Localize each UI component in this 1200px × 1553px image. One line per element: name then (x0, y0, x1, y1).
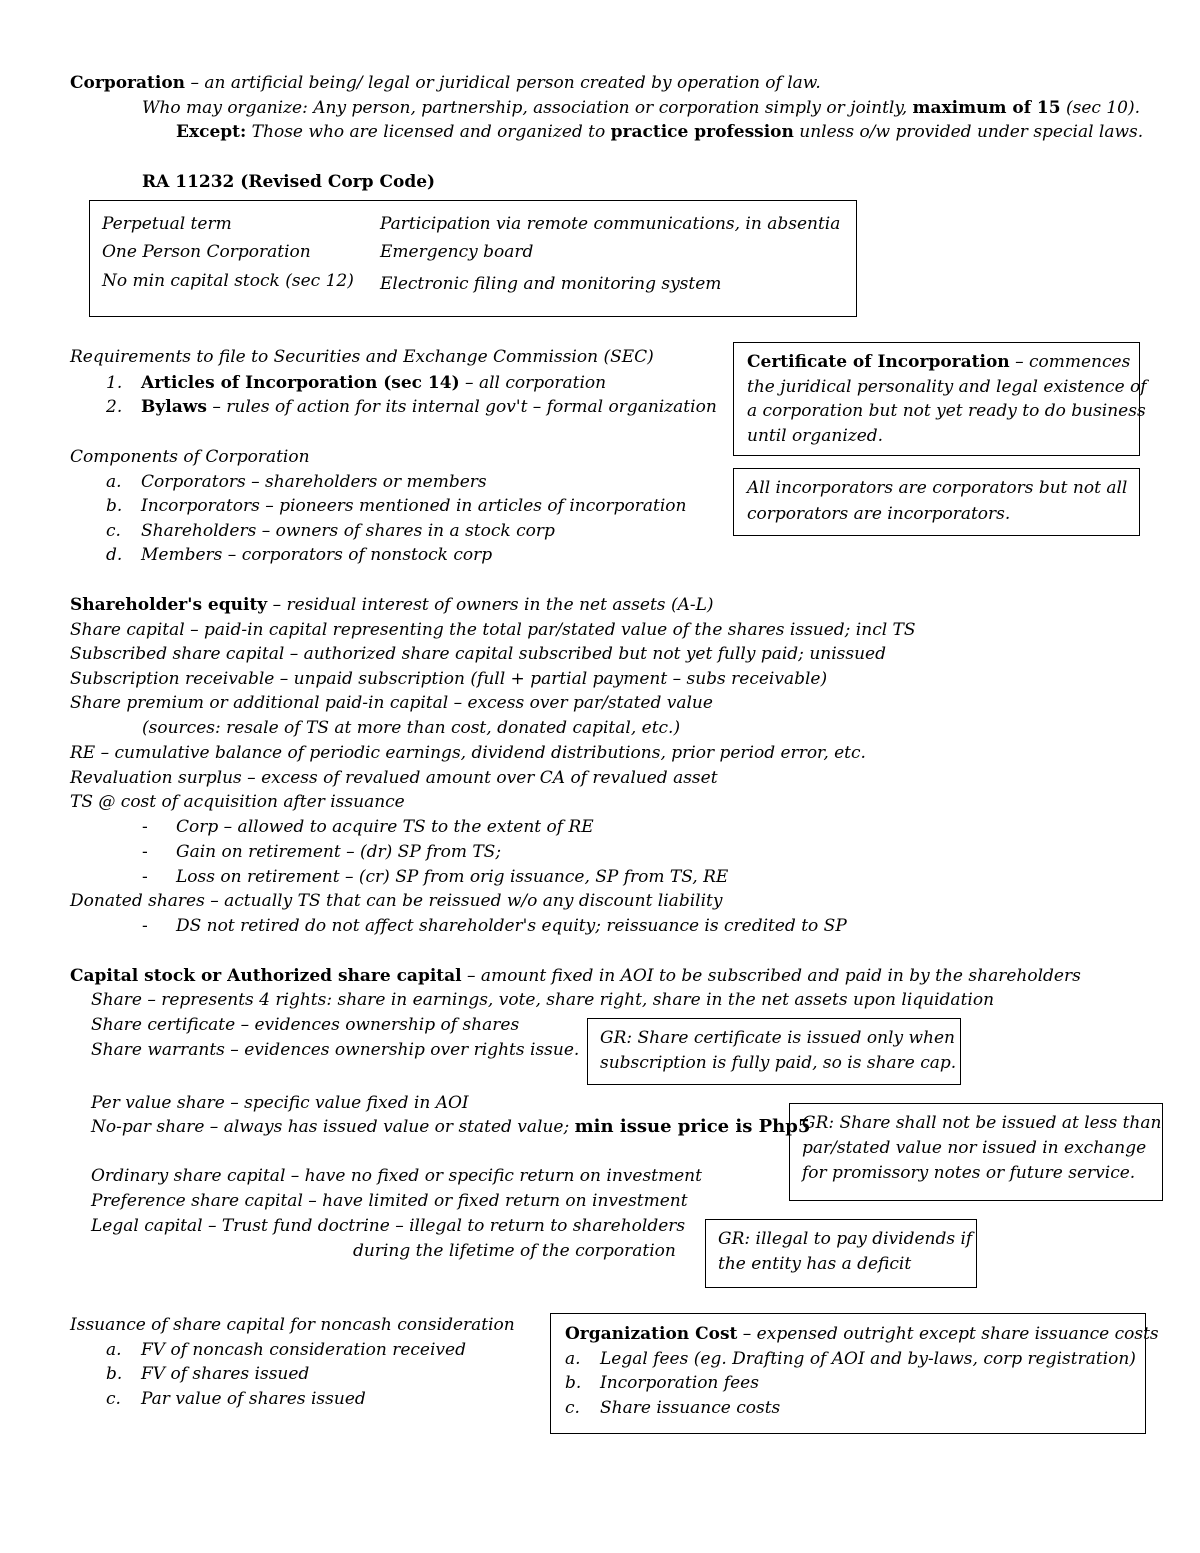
equity-def: – residual interest of owners in the net assets (A-L) (267, 595, 714, 615)
ra-right-3: Electronic filing and monitoring system (380, 274, 722, 294)
donated-shares: Donated shares – actually TS that can be reissued w/o any discount liability (70, 891, 723, 911)
ts-bullet: - Gain on retirement – (dr) SP from TS; (142, 842, 502, 862)
except-tail: unless o/w provided under special laws. (793, 122, 1144, 142)
who-may-organize (142, 97, 1140, 119)
ordinary-share: Ordinary share capital – have no fixed or specific return on investment (91, 1166, 702, 1186)
list-marker: d. (106, 545, 123, 565)
donated-bullet: - DS not retired do not affect shareholder's equity; reissuance is credited to SP (142, 916, 847, 936)
noncash-heading: Issuance of share capital for noncash consideration (70, 1315, 515, 1335)
gr-div-line-2: the entity has a deficit (718, 1254, 912, 1274)
gr-par-line-3: for promissory notes or future service. (802, 1163, 1136, 1183)
ts-bullet: - Corp – allowed to acquire TS to the extent of RE (142, 817, 594, 837)
noncash-text: FV of shares issued (141, 1364, 310, 1384)
cert-line-4: until organized. (747, 426, 884, 446)
ra-left-1: Perpetual term (102, 214, 232, 234)
equity-line: Revaluation surplus – excess of revalued amount over CA of revalued asset (70, 768, 718, 788)
equity-line: TS @ cost of acquisition after issuance (70, 792, 405, 812)
requirement-desc: – all corporation (459, 373, 607, 393)
share-warrants: Share warrants – evidences ownership over rights issue. (91, 1040, 580, 1060)
cert-def: – commences (1009, 352, 1131, 372)
ra-left-2: One Person Corporation (102, 242, 311, 262)
sec-10: (sec 10). (1060, 98, 1141, 118)
list-marker: 2. (106, 397, 123, 417)
practice-profession: practice profession (610, 122, 794, 142)
par-value-share: Per value share – specific value fixed in AOI (91, 1093, 469, 1113)
noncash-item (106, 1339, 466, 1361)
organization-cost-box (550, 1313, 1159, 1434)
list-marker: a. (106, 1340, 122, 1360)
requirement-item (106, 396, 717, 418)
incorporators-note-box (733, 468, 1140, 536)
gr-certificate-box (587, 1018, 961, 1085)
equity-heading (70, 594, 714, 616)
no-par-text: No-par share – always has issued value or stated value; (91, 1117, 575, 1137)
component-text: Corporators – shareholders or members (141, 472, 487, 492)
list-marker: 1. (106, 373, 123, 393)
equity-line: Share premium or additional paid-in capital – excess over par/stated value (70, 693, 713, 713)
ts-bullet-text: Gain on retirement – (dr) SP from TS; (176, 842, 502, 862)
bylaws: Bylaws (141, 397, 207, 417)
share-certificate: Share certificate – evidences ownership of shares (91, 1015, 520, 1035)
inc-line-1: All incorporators are corporators but not all (747, 478, 1128, 498)
requirement-desc: – rules of action for its internal gov't – formal organization (206, 397, 717, 417)
noncash-text: FV of noncash consideration received (141, 1340, 466, 1360)
org-cost-item (565, 1397, 780, 1419)
org-cost-term: Organization Cost (565, 1324, 738, 1344)
legal-capital-cont: during the lifetime of the corporation (353, 1241, 676, 1261)
capital-term: Capital stock or Authorized share capital (70, 966, 462, 986)
components-heading: Components of Corporation (70, 447, 310, 467)
min-issue-price: min issue price is Php5 (574, 1116, 811, 1137)
equity-line: RE – cumulative balance of periodic earnings, dividend distributions, prior period error, etc. (70, 743, 866, 763)
ts-bullet-text: Loss on retirement – (cr) SP from orig issuance, SP from TS, RE (176, 867, 729, 887)
except-line (176, 121, 1143, 143)
gr-par-line-1: GR: Share shall not be issued at less than (802, 1113, 1162, 1133)
noncash-text: Par value of shares issued (141, 1389, 366, 1409)
ra-features-box (89, 200, 857, 317)
org-cost-item (565, 1372, 759, 1394)
gr-cert-line-2: subscription is fully paid, so is share cap. (600, 1053, 957, 1073)
list-marker: a. (106, 472, 122, 492)
ra-heading: RA 11232 (Revised Corp Code) (142, 172, 436, 192)
gr-dividends-box (705, 1219, 977, 1288)
list-marker: c. (565, 1398, 580, 1418)
gr-cert-line-1: GR: Share certificate is issued only when (600, 1028, 955, 1048)
list-marker: b. (106, 496, 123, 516)
cert-term: Certificate of Incorporation (747, 352, 1010, 372)
equity-line: (sources: resale of TS at more than cost, donated capital, etc.) (142, 718, 681, 738)
share-rights: Share – represents 4 rights: share in earnings, vote, share right, share in the net assets upon liquidation (91, 990, 995, 1010)
noncash-item (106, 1388, 366, 1410)
list-marker: a. (565, 1349, 581, 1369)
equity-line: Subscription receivable – unpaid subscription (full + partial payment – subs receivable) (70, 669, 828, 689)
org-cost-text: Incorporation fees (600, 1373, 759, 1393)
except-text: Those who are licensed and organized to (246, 122, 611, 142)
gr-div-line-1: GR: illegal to pay dividends if (718, 1229, 973, 1249)
org-cost-item (565, 1348, 1136, 1370)
gr-par-box (789, 1103, 1163, 1201)
cert-line-3: a corporation but not yet ready to do business (747, 401, 1146, 421)
org-cost-def: – expensed outright except share issuance costs (737, 1324, 1159, 1344)
ts-bullet-text: Corp – allowed to acquire TS to the extent of RE (176, 817, 594, 837)
list-marker: b. (565, 1373, 582, 1393)
org-cost-text: Share issuance costs (600, 1398, 781, 1418)
who-text: Who may organize: Any person, partnership, association or corporation simply or jointly, (142, 98, 913, 118)
cert-line-1 (747, 351, 1130, 373)
requirement-item (106, 372, 606, 394)
except-label: Except: (176, 122, 247, 142)
capital-heading (70, 965, 1081, 987)
component-text: Members – corporators of nonstock corp (141, 545, 493, 565)
ra-right-1: Participation via remote communications, in absentia (380, 214, 841, 234)
list-marker: b. (106, 1364, 123, 1384)
component-item (106, 520, 555, 542)
requirements-heading: Requirements to file to Securities and Exchange Commission (SEC) (70, 347, 654, 367)
component-text: Incorporators – pioneers mentioned in articles of incorporation (141, 496, 687, 516)
component-item (106, 544, 492, 566)
org-cost-text: Legal fees (eg. Drafting of AOI and by-laws, corp registration) (600, 1349, 1136, 1369)
cert-line-2: the juridical personality and legal existence of (747, 377, 1147, 397)
component-item (106, 471, 487, 493)
corporation-def: – an artificial being/ legal or juridical person created by operation of law. (185, 73, 821, 93)
legal-capital: Legal capital – Trust fund doctrine – illegal to return to shareholders (91, 1216, 686, 1236)
list-marker: c. (106, 1389, 121, 1409)
ra-right-2: Emergency board (380, 242, 534, 262)
gr-par-line-2: par/stated value nor issued in exchange (802, 1138, 1147, 1158)
equity-line: Subscribed share capital – authorized share capital subscribed but not yet fully paid; unissued (70, 644, 886, 664)
max-15: maximum of 15 (912, 98, 1061, 118)
certificate-of-incorporation-box (733, 342, 1147, 456)
corporation-definition (70, 72, 821, 94)
ts-bullet: - Loss on retirement – (cr) SP from orig issuance, SP from TS, RE (142, 867, 729, 887)
list-marker: c. (106, 521, 121, 541)
equity-line: Share capital – paid-in capital representing the total par/stated value of the shares issued; incl TS (70, 620, 916, 640)
inc-line-2: corporators are incorporators. (747, 504, 1011, 524)
donated-bullet-text: DS not retired do not affect shareholder's equity; reissuance is credited to SP (176, 916, 847, 936)
preference-share: Preference share capital – have limited or fixed return on investment (91, 1191, 688, 1211)
component-item (106, 495, 686, 517)
ra-left-3: No min capital stock (sec 12) (102, 271, 354, 291)
equity-term: Shareholder's equity (70, 595, 268, 615)
articles-of-incorporation: Articles of Incorporation (sec 14) (141, 373, 460, 393)
no-par-share (91, 1116, 810, 1138)
org-cost-heading (565, 1323, 1159, 1345)
component-text: Shareholders – owners of shares in a stock corp (141, 521, 555, 541)
capital-def: – amount fixed in AOI to be subscribed and paid in by the shareholders (461, 966, 1081, 986)
noncash-item (106, 1363, 309, 1385)
corporation-term: Corporation (70, 73, 186, 93)
